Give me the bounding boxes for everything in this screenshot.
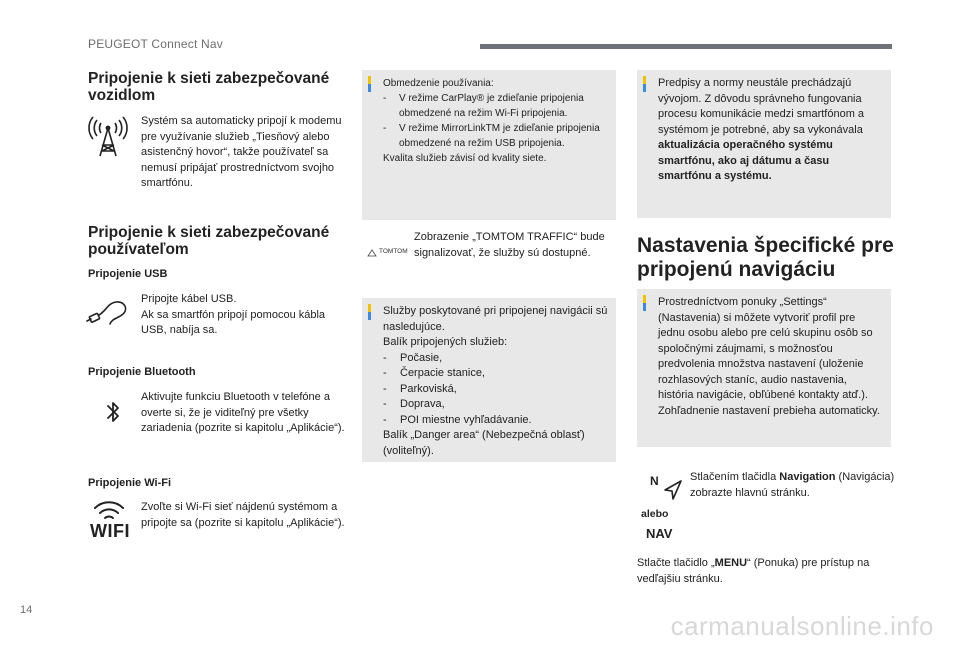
service-item: Čerpacie stanice, <box>400 367 485 379</box>
nav-button-name: Navigation <box>779 471 836 483</box>
usb-text: Pripojte kábel USB. Ak sa smartfón pripojí pomocou kábla USB, nabíja sa. <box>141 293 326 336</box>
note3-bold-text: aktualizácia operačného systému smartfónu, ako aj dátumu a času smartfónu a systému. <box>658 139 833 182</box>
usb-heading: Pripojenie USB <box>88 268 168 280</box>
tomtom-text: Zobrazenie „TOMTOM TRAFFIC“ bude signalizovať, že služby sú dostupné. <box>414 231 605 259</box>
note1-footer: Kvalita služieb závisí od kvality siete. <box>383 153 547 164</box>
service-item: Doprava, <box>400 398 445 410</box>
page-number: 14 <box>20 604 33 616</box>
note-connected-services: Služby poskytované pri pripojenej navigácii sú nasledujúce. Balík pripojených služieb: - Počasie, - Čerpacie stanice, - Parkoviská, - Doprava, - POI miestne vyhľadávanie. Balík „Danger area“ (Nebezpečná oblasť) (voliteľný). <box>362 298 616 462</box>
section-title-vehicle: Pripojenie k sieti zabezpečované vozidlom <box>88 70 330 104</box>
menu-text-pre: Stlačte tlačidlo „ <box>637 557 715 569</box>
note2-line2: Balík pripojených služieb: <box>383 336 508 348</box>
wifi-icon-label: WIFI <box>90 521 130 541</box>
wifi-heading: Pripojenie Wi-Fi <box>88 477 172 489</box>
note-usage-limits: Obmedzenie používania: - V režime CarPlay® je zdieľanie pripojenia obmedzené na režim Wi-Fi pripojenia. - V režime MirrorLinkTM je zdieľanie pripojenia obmedzené na režim USB pripojenia. Kvalita služieb závisí od kvality siete. <box>362 70 616 220</box>
wifi-icon <box>92 500 126 520</box>
service-item: POI miestne vyhľadávanie. <box>400 413 532 426</box>
bluetooth-icon <box>106 400 120 424</box>
tomtom-icon <box>367 249 377 257</box>
nav-or-label: alebo <box>641 508 669 520</box>
usb-cable-icon <box>86 298 130 328</box>
menu-button-name: MENU <box>714 557 748 569</box>
note1-item1: V režime CarPlay® je zdieľanie pripojenia obmedzené na režim Wi-Fi pripojenia. <box>399 93 584 119</box>
bluetooth-heading: Pripojenie Bluetooth <box>88 366 196 378</box>
section-title-user: Pripojenie k sieti zabezpečované používateľom <box>88 224 330 258</box>
service-item: Parkoviská, <box>400 382 457 395</box>
note-marker <box>368 304 371 320</box>
note-marker <box>643 76 646 92</box>
menu-button-text <box>637 556 892 587</box>
note3-text: Predpisy a normy neustále prechádzajú vývojom. Z dôvodu správneho fungovania procesu komunikácie medzi smartfónom a systémom je potrebné, aby sa vykonávala <box>658 77 865 136</box>
wifi-text: Zvoľte si Wi-Fi sieť nájdenú systémom a pripojte sa (pozrite si kapitolu „Aplikácie“). <box>141 501 345 529</box>
antenna-icon <box>88 116 128 158</box>
running-header: PEUGEOT Connect Nav <box>88 37 223 51</box>
note2-line1: Služby poskytované pri pripojenej navigácii sú nasledujúce. <box>383 305 608 333</box>
navigation-arrow-icon <box>661 478 685 502</box>
nav-icon-n: N <box>650 474 659 488</box>
note-marker <box>368 76 371 92</box>
nav-button-text <box>690 470 895 501</box>
service-item: Počasie, <box>400 351 443 364</box>
nav-icon-label: NAV <box>646 526 673 541</box>
bluetooth-text: Aktivujte funkciu Bluetooth v telefóne a overte si, že je viditeľný pre všetky zariadenia (pozrite si kapitolu „Aplikácie“). <box>141 391 345 434</box>
note1-intro: Obmedzenie používania: <box>383 78 494 89</box>
nav-button-text-pre: Stlačením tlačidla <box>690 471 780 483</box>
header-bar <box>480 44 892 49</box>
vehicle-text: Systém sa automaticky pripojí k modemu pre využívanie služieb „Tiesňový alebo asistenčný hovor“, takže používateľ sa nemusí pripájať prostredníctvom svojho smartfónu. <box>141 115 342 189</box>
section-title-nav-settings: Nastavenia špecifické pre pripojenú navigáciu <box>637 234 894 281</box>
menu-text-post: “ (Ponuka) pre prístup na vedľajšiu stránku. <box>637 557 870 585</box>
note-os-update <box>637 70 891 218</box>
note-profiles <box>637 289 891 447</box>
note-marker <box>643 295 646 311</box>
note4-text: Prostredníctvom ponuky „Settings“ (Nastavenia) si môžete vytvoriť profil pre jednu osobu alebo pre celú skupinu osôb so spoločnými záujmami, s možnosťou predvolenia množstva nastavení (uloženie rozhlasových staníc, audio nastavenia, história navigácie, obľúbené kontakty atď.). Zohľadnenie nastavení prebieha automaticky. <box>658 296 880 417</box>
tomtom-icon-label: TOMTOM <box>379 248 408 255</box>
nav-button-text-post: (Navigácia) zobrazte hlavnú stránku. <box>690 471 895 499</box>
watermark: carmanualsonline.info <box>670 611 934 641</box>
note2-footer: Balík „Danger area“ (Nebezpečná oblasť) (voliteľný). <box>383 429 585 457</box>
note1-item2: V režime MirrorLinkTM je zdieľanie pripojenia obmedzené na režim USB pripojenia. <box>399 123 600 149</box>
